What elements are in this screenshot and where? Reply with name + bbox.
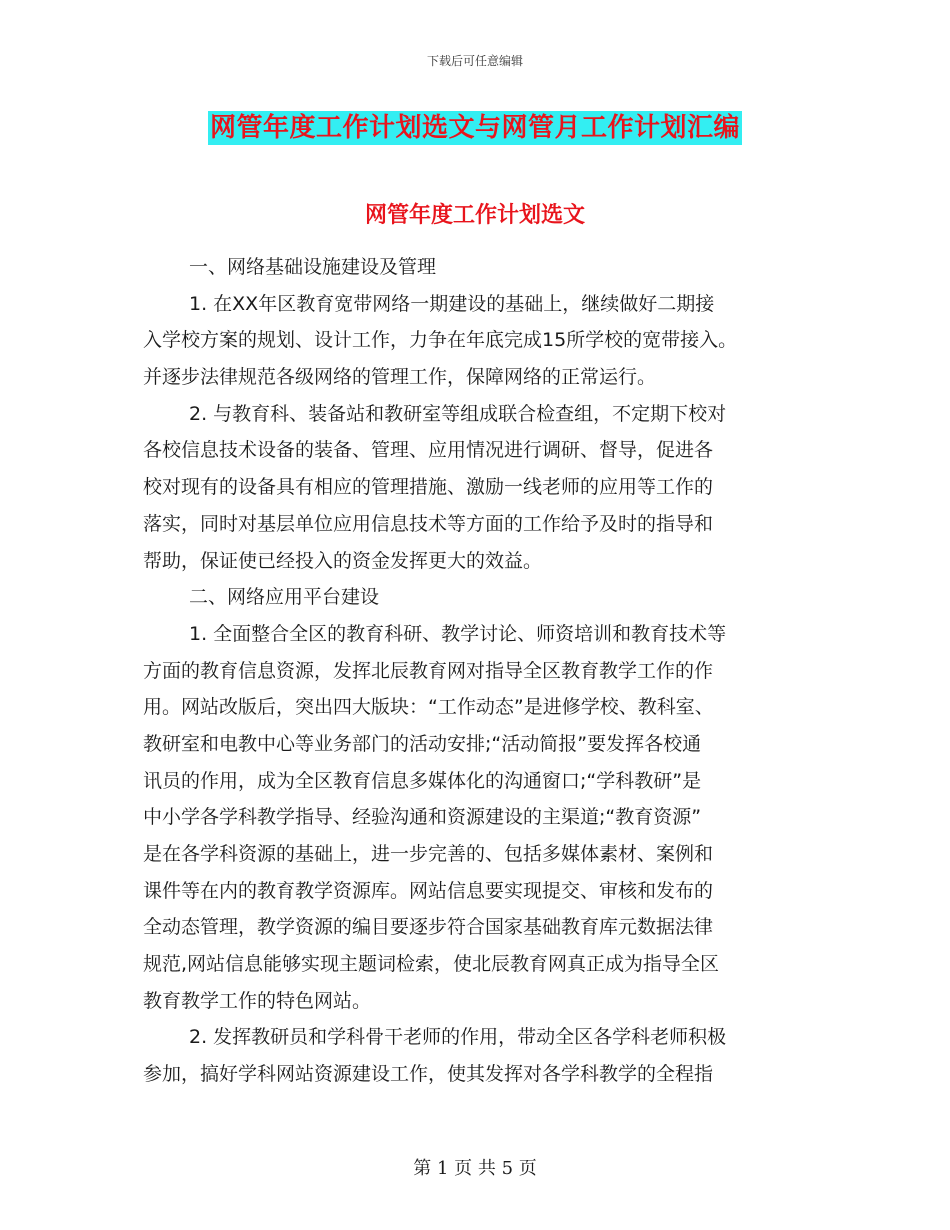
paragraph-line: 参加，搞好学科网站资源建设工作，使其发挥对各学科教学的全程指 — [143, 1063, 714, 1086]
paragraph-line: 是在各学科资源的基础上，进一步完善的、包括多媒体素材、案例和 — [143, 843, 714, 865]
section-title: 网管年度工作计划选文 — [364, 203, 585, 228]
paragraph-line: 教育教学工作的特色网站。 — [143, 989, 372, 1012]
paragraph-line: 各校信息技术设备的装备、管理、应用情况进行调研、督导，促进各 — [143, 439, 714, 462]
paragraph-line: 1. 全面整合全区的教育科研、教学讨论、师资培训和教育技术等 — [189, 622, 727, 645]
paragraph-line: 规范,网站信息能够实现主题词检索，使北辰教育网真正成为指导全区 — [143, 953, 720, 976]
paragraph-line: 帮助，保证使已经投入的资金发挥更大的效益。 — [143, 549, 543, 572]
paragraph-line: 教研室和电教中心等业务部门的活动安排;“活动简报”要发挥各校通 — [143, 732, 702, 755]
document-body — [143, 249, 815, 1093]
paragraph-line: 课件等在内的教育教学资源库。网站信息要实现提交、审核和发布的 — [143, 879, 714, 902]
paragraph-line: 全动态管理，教学资源的编目要逐步符合国家基础教育库元数据法律 — [143, 916, 714, 939]
header-note: 下载后可任意编辑 — [426, 54, 523, 68]
main-title-wrapper — [0, 111, 950, 145]
paragraph-line: 并逐步法律规范各级网络的管理工作，保障网络的正常运行。 — [143, 366, 657, 389]
paragraph-line: 中小学各学科教学指导、经验沟通和资源建设的主渠道;“教育资源” — [143, 806, 702, 829]
paragraph-line: 用。网站改版后，突出四大版块：“工作动态”是进修学校、教科室、 — [143, 696, 714, 719]
paragraph-line: 1. 在XX年区教育宽带网络一期建设的基础上，继续做好二期接 — [189, 292, 715, 315]
paragraph-line: 讯员的作用，成为全区教育信息多媒体化的沟通窗口;“学科教研”是 — [143, 769, 702, 792]
paragraph-line: 入学校方案的规划、设计工作，力争在年底完成15所学校的宽带接入。 — [143, 329, 738, 352]
page-footer: 第 1 页 共 5 页 — [413, 1158, 537, 1179]
paragraph-line: 方面的教育信息资源，发挥北辰教育网对指导全区教育教学工作的作 — [143, 659, 714, 682]
paragraph-line: 二、网络应用平台建设 — [189, 586, 380, 609]
main-title: 网管年度工作计划选文与网管月工作计划汇编 — [209, 113, 740, 143]
paragraph-line: 落实，同时对基层单位应用信息技术等方面的工作给予及时的指导和 — [143, 512, 714, 535]
paragraph-line: 2. 发挥教研员和学科骨干老师的作用，带动全区各学科老师积极 — [189, 1026, 727, 1049]
paragraph-line: 校对现有的设备具有相应的管理措施、激励一线老师的应用等工作的 — [143, 476, 714, 499]
paragraph-line: 2. 与教育科、装备站和教研室等组成联合检查组，不定期下校对 — [189, 402, 727, 425]
paragraph-line: 一、网络基础设施建设及管理 — [189, 256, 437, 278]
